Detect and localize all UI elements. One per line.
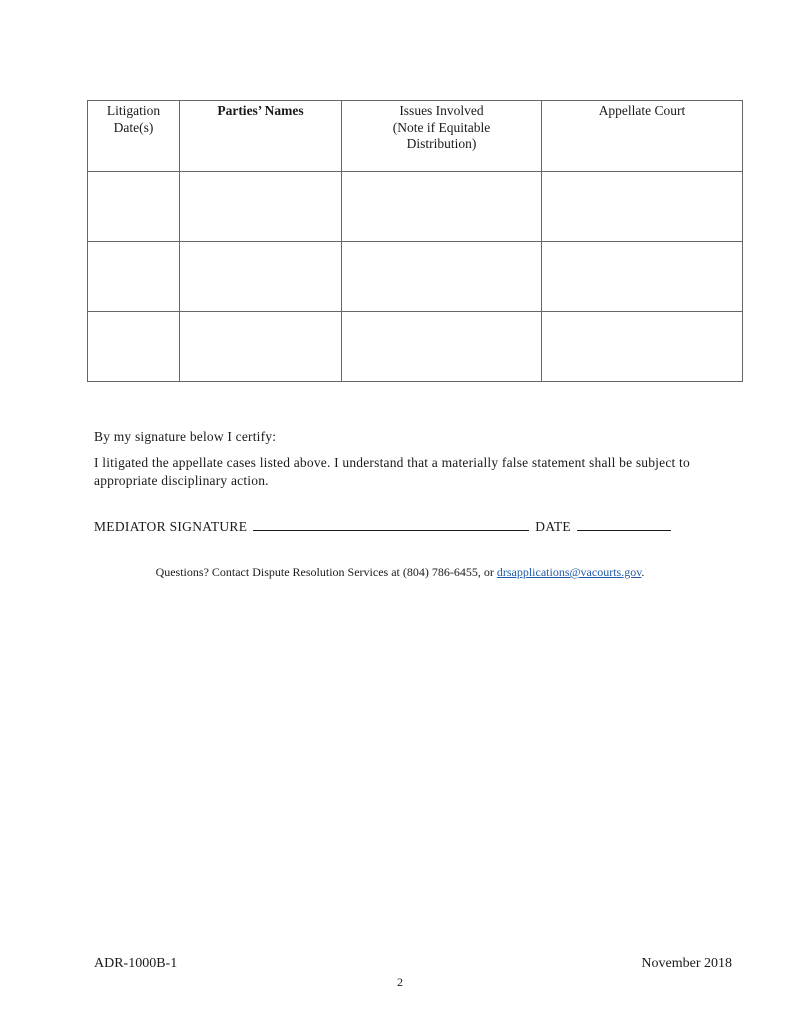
table-row (88, 242, 743, 312)
header-line: Parties’ Names (217, 103, 304, 118)
table-row (88, 312, 743, 382)
header-issues-involved (342, 101, 542, 172)
header-line: (Note if Equitable (392, 119, 491, 135)
header-line: Date(s) (113, 119, 154, 135)
page-number: 2 (397, 975, 403, 989)
table-cell-litigation-dates[interactable] (88, 242, 180, 312)
table-row (88, 172, 743, 242)
signature-line (94, 517, 671, 535)
table-cell-appellate-court[interactable] (542, 172, 743, 242)
table-cell-issues-involved[interactable] (342, 172, 542, 242)
header-appellate-court (542, 101, 743, 172)
header-line: Issues Involved (399, 103, 484, 118)
email-link[interactable]: drsapplications@vacourts.gov (496, 565, 642, 579)
header-parties-names (180, 101, 342, 172)
table-cell-parties-names[interactable] (180, 172, 342, 242)
header-line: Litigation (106, 103, 161, 118)
header-litigation-dates (88, 101, 180, 172)
contact-text: Questions? Contact Dispute Resolution Services at (804) 786-6455, or (155, 565, 497, 579)
signature-field[interactable] (253, 517, 529, 531)
date-field[interactable] (577, 517, 671, 531)
table-cell-litigation-dates[interactable] (88, 172, 180, 242)
table-cell-litigation-dates[interactable] (88, 312, 180, 382)
table-header-row (88, 101, 743, 172)
certification-statement: I litigated the appellate cases listed above. I understand that a materially false statement shall be subject to appropriate disciplinary action. (94, 455, 690, 488)
table-cell-appellate-court[interactable] (542, 242, 743, 312)
header-line: Distribution) (406, 136, 477, 151)
contact-suffix: . (641, 565, 645, 579)
form-date: November 2018 (641, 956, 732, 971)
form-id: ADR-1000B-1 (94, 956, 178, 971)
table-cell-issues-involved[interactable] (342, 312, 542, 382)
signature-label: MEDIATOR SIGNATURE (94, 519, 248, 534)
table-cell-issues-involved[interactable] (342, 242, 542, 312)
certification-intro: By my signature below I certify: (94, 429, 277, 444)
header-line: Appellate Court (598, 103, 686, 118)
appellate-cases-table (87, 100, 743, 382)
contact-info (0, 565, 800, 580)
date-label: DATE (535, 519, 571, 534)
table-cell-appellate-court[interactable] (542, 312, 743, 382)
table-cell-parties-names[interactable] (180, 312, 342, 382)
table-cell-parties-names[interactable] (180, 242, 342, 312)
